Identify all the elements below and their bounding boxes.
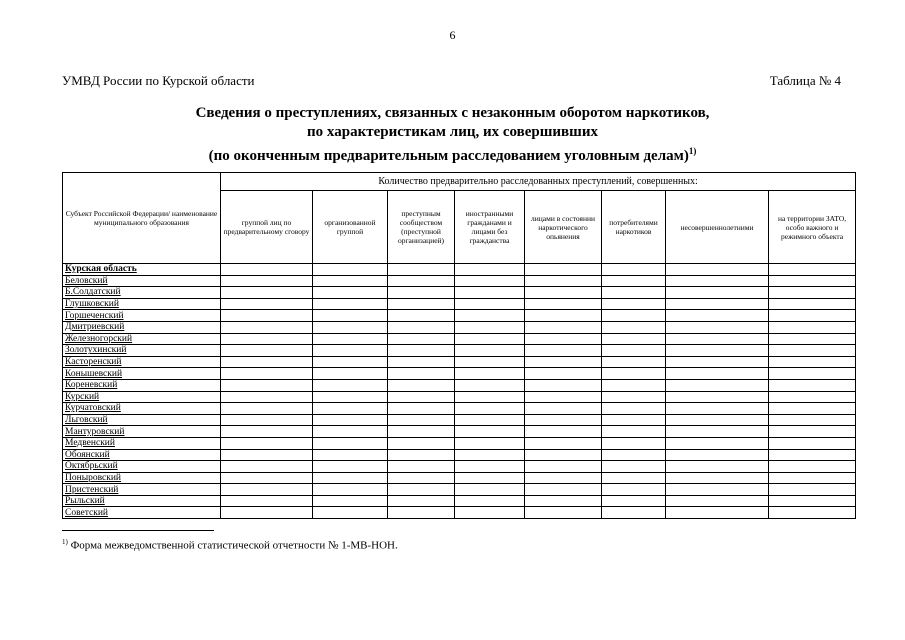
district-name: Курская область	[63, 264, 221, 276]
value-cell	[455, 345, 525, 357]
value-cell	[313, 275, 388, 287]
value-cell	[769, 449, 856, 461]
value-cell	[666, 379, 769, 391]
value-cell	[602, 507, 666, 519]
value-cell	[666, 403, 769, 415]
value-cell	[455, 333, 525, 345]
value-cell	[769, 356, 856, 368]
value-cell	[602, 333, 666, 345]
value-cell	[602, 287, 666, 299]
value-cell	[666, 414, 769, 426]
value-cell	[313, 426, 388, 438]
value-cell	[221, 484, 313, 496]
value-cell	[388, 484, 455, 496]
table-row	[63, 507, 856, 519]
value-cell	[313, 495, 388, 507]
column-header: потребителями наркотиков	[602, 191, 666, 264]
value-cell	[455, 287, 525, 299]
table-row	[63, 379, 856, 391]
value-cell	[388, 461, 455, 473]
value-cell	[455, 368, 525, 380]
value-cell	[602, 275, 666, 287]
table-row	[63, 368, 856, 380]
value-cell	[221, 368, 313, 380]
value-cell	[313, 298, 388, 310]
value-cell	[455, 298, 525, 310]
value-cell	[455, 310, 525, 322]
district-name: Рыльский	[63, 495, 221, 507]
value-cell	[769, 333, 856, 345]
district-name: Глушковский	[63, 298, 221, 310]
table-row	[63, 449, 856, 461]
value-cell	[666, 321, 769, 333]
value-cell	[313, 264, 388, 276]
value-cell	[388, 264, 455, 276]
document-title	[0, 104, 905, 166]
value-cell	[769, 484, 856, 496]
value-cell	[666, 264, 769, 276]
district-name: Курчатовский	[63, 403, 221, 415]
value-cell	[455, 426, 525, 438]
value-cell	[769, 391, 856, 403]
value-cell	[455, 391, 525, 403]
value-cell	[313, 472, 388, 484]
table-row	[63, 321, 856, 333]
district-name: Конышевский	[63, 368, 221, 380]
value-cell	[221, 437, 313, 449]
value-cell	[602, 310, 666, 322]
value-cell	[221, 379, 313, 391]
district-name: Льговский	[63, 414, 221, 426]
value-cell	[221, 449, 313, 461]
title-footnote-mark: 1)	[688, 146, 697, 156]
value-cell	[602, 379, 666, 391]
value-cell	[525, 287, 602, 299]
table-body	[63, 264, 856, 519]
value-cell	[602, 437, 666, 449]
title-line-2: по характеристикам лиц, их совершивших	[307, 124, 598, 140]
crime-statistics-table	[62, 172, 856, 519]
value-cell	[455, 356, 525, 368]
value-cell	[388, 437, 455, 449]
value-cell	[769, 461, 856, 473]
value-cell	[602, 461, 666, 473]
value-cell	[388, 403, 455, 415]
district-name: Горшеченский	[63, 310, 221, 322]
table-row	[63, 345, 856, 357]
column-header: несовершеннолетними	[666, 191, 769, 264]
table-row	[63, 287, 856, 299]
value-cell	[221, 391, 313, 403]
value-cell	[525, 368, 602, 380]
value-cell	[221, 310, 313, 322]
value-cell	[666, 356, 769, 368]
value-cell	[455, 437, 525, 449]
title-line-3-text: (по оконченным предварительным расследованием уголовным делам)	[208, 148, 689, 164]
value-cell	[455, 461, 525, 473]
value-cell	[388, 495, 455, 507]
column-header: лицами в состоянии наркотического опьянения	[525, 191, 602, 264]
value-cell	[769, 275, 856, 287]
value-cell	[455, 472, 525, 484]
value-cell	[769, 287, 856, 299]
value-cell	[221, 321, 313, 333]
subject-column-header: Субъект Российской Федерации/ наименование муниципального образования	[63, 173, 221, 264]
value-cell	[525, 484, 602, 496]
value-cell	[769, 379, 856, 391]
value-cell	[525, 437, 602, 449]
value-cell	[666, 345, 769, 357]
district-name: Железногорский	[63, 333, 221, 345]
column-header: иностранными гражданами и лицами без гражданства	[455, 191, 525, 264]
value-cell	[221, 472, 313, 484]
value-cell	[313, 379, 388, 391]
footnote	[62, 538, 398, 552]
value-cell	[455, 275, 525, 287]
value-cell	[221, 414, 313, 426]
table-row	[63, 472, 856, 484]
value-cell	[525, 472, 602, 484]
value-cell	[769, 310, 856, 322]
value-cell	[313, 437, 388, 449]
column-header: на территории ЗАТО, особо важного и режимного объекта	[769, 191, 856, 264]
value-cell	[221, 275, 313, 287]
table-row	[63, 264, 856, 276]
value-cell	[221, 426, 313, 438]
value-cell	[455, 379, 525, 391]
table-row	[63, 484, 856, 496]
value-cell	[388, 507, 455, 519]
column-header: организованной группой	[313, 191, 388, 264]
value-cell	[313, 507, 388, 519]
value-cell	[388, 426, 455, 438]
value-cell	[388, 368, 455, 380]
table-row	[63, 356, 856, 368]
value-cell	[313, 484, 388, 496]
value-cell	[769, 264, 856, 276]
value-cell	[666, 461, 769, 473]
value-cell	[388, 449, 455, 461]
district-name: Б.Солдатский	[63, 287, 221, 299]
value-cell	[313, 449, 388, 461]
table-row	[63, 403, 856, 415]
table-row	[63, 414, 856, 426]
district-name: Касторенский	[63, 356, 221, 368]
district-name: Кореневский	[63, 379, 221, 391]
value-cell	[602, 414, 666, 426]
table-number: Таблица № 4	[769, 73, 841, 88]
value-cell	[769, 426, 856, 438]
value-cell	[666, 495, 769, 507]
district-name: Октябрьский	[63, 461, 221, 473]
value-cell	[602, 368, 666, 380]
value-cell	[666, 310, 769, 322]
value-cell	[313, 287, 388, 299]
value-cell	[388, 379, 455, 391]
value-cell	[602, 356, 666, 368]
value-cell	[769, 437, 856, 449]
value-cell	[388, 298, 455, 310]
value-cell	[221, 298, 313, 310]
value-cell	[769, 414, 856, 426]
table-row	[63, 298, 856, 310]
district-name: Беловский	[63, 275, 221, 287]
value-cell	[388, 345, 455, 357]
value-cell	[221, 333, 313, 345]
district-name: Поныровский	[63, 472, 221, 484]
value-cell	[313, 414, 388, 426]
value-cell	[666, 472, 769, 484]
district-name: Дмитриевский	[63, 321, 221, 333]
value-cell	[666, 275, 769, 287]
value-cell	[666, 298, 769, 310]
value-cell	[455, 507, 525, 519]
organization-name: УМВД России по Курской области	[62, 73, 255, 88]
value-cell	[525, 379, 602, 391]
value-cell	[602, 484, 666, 496]
value-cell	[388, 321, 455, 333]
footnote-divider	[62, 530, 214, 531]
value-cell	[525, 461, 602, 473]
value-cell	[388, 310, 455, 322]
value-cell	[666, 437, 769, 449]
value-cell	[313, 310, 388, 322]
value-cell	[602, 391, 666, 403]
value-cell	[769, 403, 856, 415]
value-cell	[388, 414, 455, 426]
table-row	[63, 495, 856, 507]
title-line-1: Сведения о преступлениях, связанных с незаконным оборотом наркотиков,	[195, 105, 710, 121]
value-cell	[602, 449, 666, 461]
value-cell	[602, 321, 666, 333]
value-cell	[666, 287, 769, 299]
value-cell	[455, 414, 525, 426]
value-cell	[602, 403, 666, 415]
value-cell	[388, 275, 455, 287]
value-cell	[455, 449, 525, 461]
value-cell	[313, 356, 388, 368]
value-cell	[525, 356, 602, 368]
value-cell	[388, 333, 455, 345]
value-cell	[313, 321, 388, 333]
value-cell	[388, 472, 455, 484]
value-cell	[666, 426, 769, 438]
column-header: преступным сообществом (преступной организацией)	[388, 191, 455, 264]
value-cell	[221, 461, 313, 473]
value-cell	[455, 264, 525, 276]
value-cell	[666, 507, 769, 519]
table-row	[63, 426, 856, 438]
value-cell	[221, 264, 313, 276]
value-cell	[388, 356, 455, 368]
footnote-text: Форма межведомственной статистической отчетности № 1-МВ-НОН.	[70, 539, 398, 552]
value-cell	[666, 484, 769, 496]
value-cell	[525, 275, 602, 287]
value-cell	[221, 507, 313, 519]
district-name: Советский	[63, 507, 221, 519]
value-cell	[525, 449, 602, 461]
value-cell	[221, 403, 313, 415]
district-name: Обоянский	[63, 449, 221, 461]
value-cell	[525, 264, 602, 276]
group-column-header: Количество предварительно расследованных преступлений, совершенных:	[221, 173, 856, 191]
value-cell	[666, 333, 769, 345]
value-cell	[769, 298, 856, 310]
value-cell	[602, 472, 666, 484]
value-cell	[313, 391, 388, 403]
value-cell	[525, 426, 602, 438]
value-cell	[602, 345, 666, 357]
value-cell	[455, 403, 525, 415]
value-cell	[221, 345, 313, 357]
page-number: 6	[449, 28, 456, 42]
value-cell	[769, 495, 856, 507]
table-row	[63, 275, 856, 287]
value-cell	[666, 368, 769, 380]
value-cell	[769, 345, 856, 357]
value-cell	[313, 403, 388, 415]
value-cell	[221, 495, 313, 507]
value-cell	[525, 403, 602, 415]
value-cell	[666, 449, 769, 461]
value-cell	[525, 333, 602, 345]
value-cell	[769, 321, 856, 333]
value-cell	[769, 472, 856, 484]
value-cell	[313, 368, 388, 380]
title-line-3	[0, 142, 905, 166]
value-cell	[769, 507, 856, 519]
district-name: Золотухинский	[63, 345, 221, 357]
value-cell	[525, 310, 602, 322]
table-row	[63, 333, 856, 345]
value-cell	[455, 321, 525, 333]
district-name: Медвенский	[63, 437, 221, 449]
district-name: Курский	[63, 391, 221, 403]
value-cell	[525, 495, 602, 507]
value-cell	[525, 298, 602, 310]
value-cell	[388, 391, 455, 403]
table-row	[63, 310, 856, 322]
value-cell	[455, 484, 525, 496]
value-cell	[525, 507, 602, 519]
value-cell	[602, 426, 666, 438]
footnote-mark: 1)	[62, 538, 68, 546]
value-cell	[525, 414, 602, 426]
column-header: группой лиц по предварительному сговору	[221, 191, 313, 264]
value-cell	[602, 495, 666, 507]
value-cell	[525, 321, 602, 333]
value-cell	[221, 287, 313, 299]
value-cell	[602, 264, 666, 276]
district-name: Мантуровский	[63, 426, 221, 438]
value-cell	[666, 391, 769, 403]
value-cell	[455, 495, 525, 507]
table-row	[63, 437, 856, 449]
value-cell	[769, 368, 856, 380]
value-cell	[313, 333, 388, 345]
table-row	[63, 391, 856, 403]
value-cell	[525, 345, 602, 357]
value-cell	[525, 391, 602, 403]
value-cell	[313, 461, 388, 473]
district-name: Пристенский	[63, 484, 221, 496]
table-row	[63, 461, 856, 473]
value-cell	[313, 345, 388, 357]
value-cell	[602, 298, 666, 310]
value-cell	[221, 356, 313, 368]
value-cell	[388, 287, 455, 299]
